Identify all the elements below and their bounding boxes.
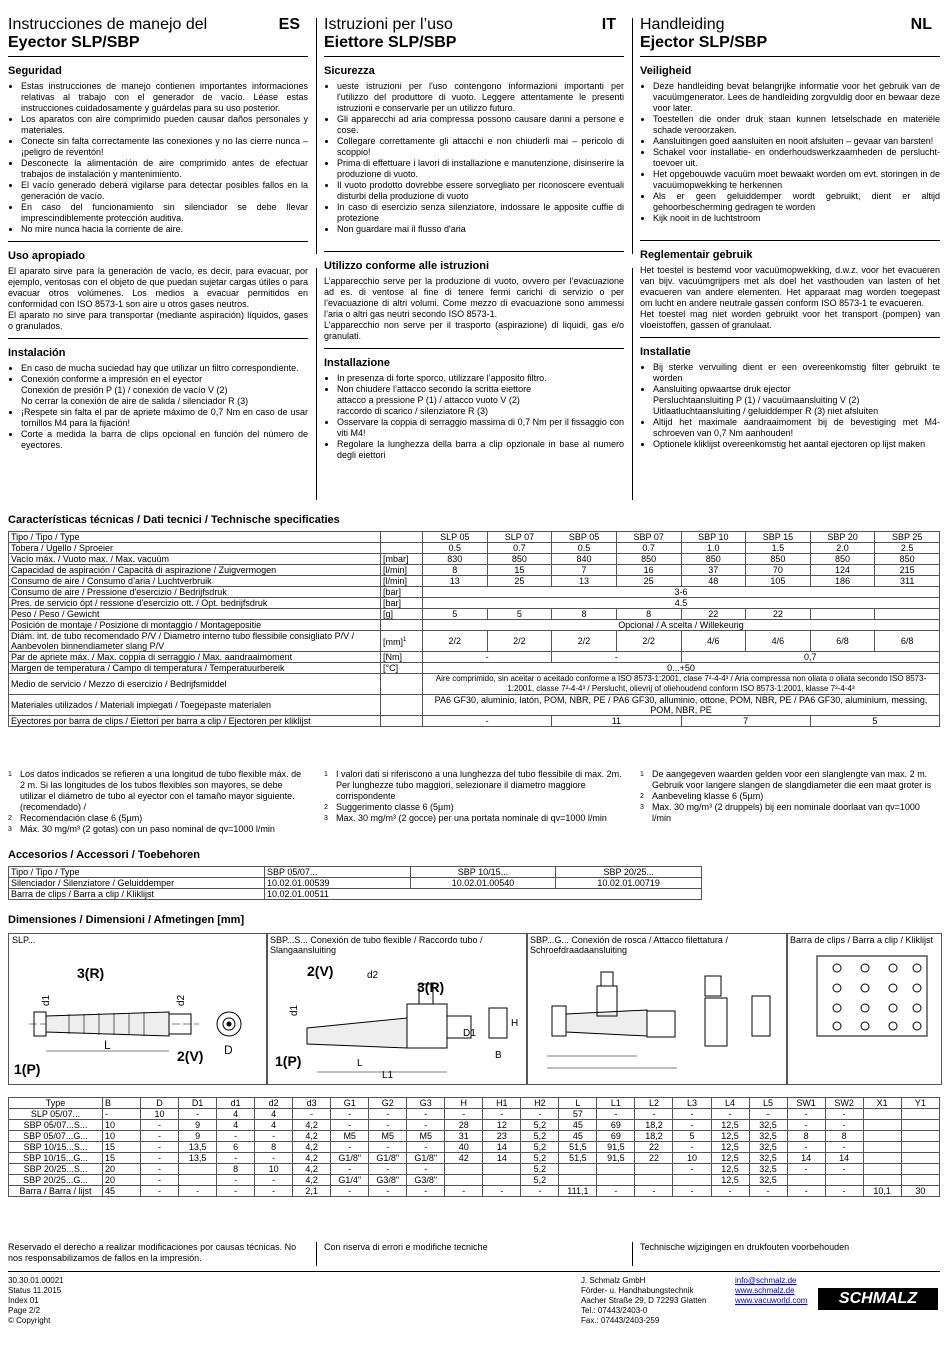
table-row: Materiales utilizados / Materiali impiegati / Toegepaste materialen PA6 GF30, aluminio, latón, POM, NBR, PE / PA6 GF30, alluminio, ottone, POM, NBR, PE / PA6 GF30, aluminium, messing, POM, NBR, PE [9,695,940,716]
doc-title: Istruzioni per l’uso [324,16,453,33]
safety-item: • Toestellen die onder druk staan kunnen letselschade en materiële schade veroorzaken. [653,114,940,136]
drawing-slp [8,933,268,1085]
footnotes: 1 Los datos indicados se refieren a una longitud de tubo flexible máx. de 2 m. Si las longitudes de los tubos flexibles son mayores, se debe utilizar el diámetro de tubo al eyector con el tamaño mayor siguiente.(recomendado) / 2 Recomendación clase 6 (5µm) 3 Máx. 30 mg/m³ (2 gotas) con un paso nominal de qv=1000 l/min [8,769,302,834]
drawing-slp-label: SLP... [12,935,36,945]
drawing-clip-bar [786,933,942,1085]
lang-column-es [8,16,308,451]
doc-info-line: 30.30.01.00021 [8,1276,64,1285]
use-heading: Utilizzo conforme alle istruzioni [324,260,490,272]
installation-item: • Optionele kliklijst overeenkomstig het aantal ejectoren op lijst maken [653,439,940,450]
svg-text:D1: D1 [463,1028,476,1039]
lang-column-nl [640,16,940,450]
table-row: Par de apriete máx. / Max. coppia di serraggio / Max. aandraaimoment [Nm] - - 0,7 [9,652,940,663]
safety-item: • ueste istruzioni per l'uso contengono informazioni importanti per l'utilizzo del produttore di vuoto. Leggere attentamente le presenti istruzioni e conservarle per un utilizzo futuro. [337,81,624,114]
doc-info [8,1276,64,1326]
installation-item: • Corte a medida la barra de clips opcional en función del número de eyectores. [21,429,308,451]
svg-text:L: L [357,1058,363,1069]
svg-text:D: D [224,1043,233,1057]
table-row: SLP 05/07... - 10 - 4 4 - - - - - - - 57 - - - - - - - [9,1109,940,1120]
safety-heading: Seguridad [8,65,62,77]
use-heading: Uso apropiado [8,250,86,262]
installation-heading: Installazione [324,357,391,369]
table-row: SBP 10/15...G... 15 - 13,5 - - 4,2 G1/8" G1/8" G1/8" 42 14 5,2 51,5 91,5 22 10 12,5 32,5 14 14 [9,1153,940,1164]
dimensions-table [8,1097,940,1197]
doc-info-line: Page 2/2 [8,1306,41,1315]
acc-heading: Accesorios / Accessori / Toebehoren [8,849,200,861]
language-code: NL [910,16,932,33]
svg-text:H: H [511,1018,519,1029]
table-row: Margen de temperatura / Campo di temperatura / Temperatuurbereik [°C] 0...+50 [9,663,940,674]
table-row: Barra / Barra / lijst 45 - - - - 2,1 - - - - - - 111,1 - - - - - - - 10,1 30 [9,1186,940,1197]
svg-text:3(R): 3(R) [417,979,445,995]
safety-item: • Aansluitingen goed aansluiten en nooit afsluiten – gevaar van barsten! [653,136,940,147]
safety-item: • Il vuoto prodotto dovrebbe essere sorvegliato per riconoscere eventuali disturbi della produzione di vuoto [337,180,624,202]
table-row: SBP 05/07...G... 10 - 9 - - 4,2 M5 M5 M5 31 23 5,2 45 69 18,2 5 12,5 32,5 8 8 [9,1131,940,1142]
safety-item: • Als er geen geluiddemper wordt gebruikt, dient er altijd gehoorbescherming gedragen te worden [653,191,940,213]
safety-item: • Estas instrucciones de manejo contienen importantes informaciones relativas al trabajo con el generador de vacío. Léase estas instrucciones cuidadosamente y guárdelas para su uso posterior. [21,81,308,114]
installation-item: • Bij sterke vervuiling dient er een overeenkomstig filter gebruikt te worden [653,362,940,384]
svg-text:L1: L1 [382,1070,394,1080]
doc-title: Instrucciones de manejo del [8,16,208,33]
table-row: Capacidad de aspiración / Capacità di aspirazione / Zuigvermogen [l/min] 8 15 7 16 37 70 124 215 [9,565,940,576]
table-row: Peso / Peso / Gewicht [g] 5 5 8 8 22 22 [9,609,940,620]
footer-link[interactable]: www.schmalz.de [735,1286,795,1295]
safety-item: • En caso del funcionamiento sin silenciador se debe llevar imprescindiblemente protección auditiva. [21,202,308,224]
footer-link[interactable]: www.vacuworld.com [735,1296,808,1305]
svg-text:2(V): 2(V) [307,963,334,979]
footnotes: 1 De aangegeven waarden gelden voor een slanglengte van max. 2 m. Gebruik voor langere slangen de slangdiameter die een maat groter is 2 Aanbeveling klasse 6 (5µm) 3 Max. 30 mg/m³ (2 druppels) bij een nominale doorlaat van qv=1000 l/min [640,769,932,823]
installation-item: • ¡Respete sin falta el par de apriete máximo de 0,7 Nm en caso de usar tornillos M4 para la fijación! [21,407,308,429]
installation-item: • Regolare la lunghezza della barra a clip opzionale in base al numero degli eiettori [337,439,624,461]
drawing-sbp-s [266,933,528,1085]
safety-item: • Desconecte la alimentación de aire comprimido antes de efectuar trabajos de instalación y mantenimiento. [21,158,308,180]
lang-column-it [324,16,624,461]
svg-text:d1: d1 [289,1004,300,1016]
doc-subtitle: Eiettore SLP/SBP [324,34,457,51]
drawing-sbp-s-label: SBP...S... Conexión de tubo flexible / Raccordo tubo / Slangaansluiting [270,935,483,955]
tech-heading: Características técnicas / Dati tecnici / Technische specificaties [8,514,340,526]
clip-bar-drawing-svg [787,946,941,1056]
table-row: Tipo / Tipo / Type SBP 05/07... SBP 10/15... SBP 20/25... [9,867,702,878]
footnotes: 1 I valori dati si riferiscono a una lunghezza del tubo flessibile di max. 2m. Per lunghezze tubo maggiori, selezionare il diametro maggiore corrispondente 2 Suggerimento classe 6 (5µm) 3 Max. 30 mg/m³ (2 gocce) per una portata nominale di qv=1000 l/min [324,769,622,823]
tech-table [8,531,940,727]
table-row: Consumo de aire / Consumo d’aria / Luchtverbruik [l/min] 13 25 13 25 48 105 186 311 [9,576,940,587]
safety-item: • Kijk nooit in de luchtstroom [653,213,940,224]
installation-item: • Non chiudere l’attacco secondo la scritta eiettore attacco a pressione P (1) / attacco vuoto V (2) raccordo di scarico / silenziatore R (3) [337,384,624,417]
safety-item: • Non guardare mai il flusso d'aria [337,224,624,235]
use-text: El aparato sirve para la generación de vacío, es decir, para evacuar, por ejemplo, ventosas con el objeto de que puedan sujetar cargas útiles o para evacuar otros volúmenes. Los medios a evacuar permitidos en conformidad con ISO 8573-1 son aire u otros gases neutros. El aparato no sirve para transportar (mediante aspiración) líquidos, gases o granulados. [8,266,308,331]
safety-item: • In caso di esercizio senza silenziatore, indossare le apposite cuffie di protezione [337,202,624,224]
safety-item: • Prima di effettuare i lavori di installazione e manutenzione, disinserire la produzione di vuoto. [337,158,624,180]
lab-3r: 3(R) [77,965,105,981]
footer-link[interactable]: info@schmalz.de [735,1276,797,1285]
safety-item: • El vacío generado deberá vigilarse para detectar posibles fallos en la generación de vacío. [21,180,308,202]
svg-text:B: B [495,1050,502,1061]
installation-item: • En caso de mucha suciedad hay que utilizar un filtro correspondiente. [21,363,308,374]
table-row: Type B D D1 d1 d2 d3 G1 G2 G3 H H1 H2 L L1 L2 L3 L4 L5 SW1 SW2 X1 Y1 [9,1098,940,1109]
use-heading: Reglementair gebruik [640,249,753,261]
installation-heading: Installatie [640,346,691,358]
table-row: Barra de clips / Barra a clip / Kliklijst 10.02.01.00511 [9,889,702,900]
installation-item: • Conexión conforme a impresión en el eyector Conexión de presión P (1) / conexión de vacío V (2) No cerrar la conexión de aire de salida / silenciador R (3) [21,374,308,407]
svg-text:2(V): 2(V) [177,1048,204,1064]
table-row: SBP 20/25...G... 20 - - - 4,2 G1/4" G3/8" G3/8" 5,2 12,5 32,5 [9,1175,940,1186]
dim-heading: Dimensiones / Dimensioni / Afmetingen [mm] [8,914,245,926]
safety-item: • Conecte sin falta correctamente las conexiones y no las cierre nunca – ¡peligro de reventón! [21,136,308,158]
address-line: Fax.: 07443/2403-259 [581,1316,660,1325]
table-row: SBP 20/25...S... 20 - 8 10 4,2 - - - 5,2 - 12,5 32,5 - - [9,1164,940,1175]
safety-item: • Het opgebouwde vacuüm moet bewaakt worden om evt. storingen in de vacuümopwekking te herkennen [653,169,940,191]
svg-text:d1: d1 [41,994,52,1006]
table-row: Vacío máx. / Vuoto max. / Max. vacuüm [mbar] 830 850 840 850 850 850 850 850 [9,554,940,565]
table-row: Medio de servicio / Mezzo di esercizio / Bedrijfsmiddel Aire comprimido, sin aceitar o aceitado conforme a ISO 8573-1:2001, clase 7²-4-4³ / Aria compressa non oliata o oliata secondo ISO 8573-1:2001, classe 7²-4-4³ / Perslucht, olievrij of oliehoudend conform ISO 8573-1:2001, klasse 7²-4-4³ [9,674,940,695]
table-row: Diám. int. de tubo recomendado P/V / Diametro interno tubo flessibile consigliato P/V / Aanbevolen binnendiameter slang P/V [mm]$^1$ 2/2 2/2 2/2 2/2 4/6 4/6 6/8 6/8 [9,631,940,652]
address-line: Förder- u. Handhabungstechnik [581,1286,694,1295]
table-row: Silenciador / Silenziatore / Geluiddemper 10.02.01.00539 10.02.01.00540 10.02.01.00719 [9,878,702,889]
sbp-g-drawing-svg [527,956,787,1080]
disclaimer: Reservado el derecho a realizar modificaciones por causas técnicas. No nos responsabilizamos de fallos en la impresión. [8,1242,297,1263]
drawing-sbp-g [526,933,788,1085]
safety-item: • Los aparatos con aire comprimido pueden causar daños personales y materiales. [21,114,308,136]
drawing-clip-bar-label: Barra de clips / Barra a clip / Kliklijst [790,935,934,945]
table-row: SBP 10/15...S... 15 - 13,5 6 8 4,2 - - - 40 14 5,2 51,5 91,5 22 - 12,5 32,5 - - [9,1142,940,1153]
disclaimer: Technische wijzigingen en drukfouten voorbehouden [640,1242,850,1252]
language-code: ES [278,16,300,33]
safety-item: • Schakel voor installatie- en onderhoudswerkzaamheden de persluchttoevoer uit. [653,147,940,169]
svg-text:1(P): 1(P) [275,1053,302,1069]
svg-text:1(P): 1(P) [14,1061,41,1077]
table-row: SBP 05/07...S... 10 - 9 4 4 4,2 - - - 28 12 5,2 45 69 18,2 - 12,5 32,5 - - [9,1120,940,1131]
safety-item: • Collegare correttamente gli attacchi e non chiuderli mai – pericolo di scoppio! [337,136,624,158]
table-row: Tobera / Ugello / Sproeier 0.5 0.7 0.5 0.7 1.0 1.5 2.0 2.5 [9,543,940,554]
company-links [735,1276,807,1306]
doc-info-line: Status 11.2015 [8,1286,62,1295]
slp-drawing-svg [9,946,267,1081]
disclaimer: Con riserva di errori e modifiche tecniche [324,1242,488,1252]
use-text: Het toestel is bestemd voor vacuümopwekking, d.w.z. voor het evacueren van bijv. vacuümgrijpers met als doel het vasthouden van lasten of het evacueren van andere elementen. Het apparaat mag worden toegepast om lucht en andere neutrale gassen conform ISO 8573-1 te evacueren. Het toestel mag niet worden gebruikt voor het transport (pompen) van vloeistoffen, gassen of granulaat. [640,265,940,330]
table-row: Tipo / Tipo / Type SLP 05 SLP 07 SBP 05 SBP 07 SBP 10 SBP 15 SBP 20 SBP 25 [9,532,940,543]
safety-heading: Veiligheid [640,65,692,77]
doc-subtitle: Eyector SLP/SBP [8,34,140,51]
svg-text:d2: d2 [367,970,379,981]
address-line: Aacher Straße 29, D 72293 Glatten [581,1296,707,1305]
sbp-s-drawing-svg [267,956,527,1080]
installation-item: • Aansluiting opwaartse druk ejector Persluchtaansluiting P (1) / vacuümaansluiting V (2) Uitlaatluchtaansluiting / geluiddemper R (3) niet afsluiten [653,384,940,417]
table-row: Posición de montaje / Posizione di montaggio / Montagepositie Opcional / A scelta / Willekeurig [9,620,940,631]
safety-item: • Gli apparecchi ad aria compressa possono causare danni a persone e cose. [337,114,624,136]
safety-item: • Deze handleiding bevat belangrijke informatie voor het gebruik van de vacuümgenerator. Lees de handleiding zorgvuldig door en bewaar deze voor later. [653,81,940,114]
dimension-drawings [8,933,940,1085]
company-address [581,1276,706,1326]
doc-info-line: © Copyright [8,1316,51,1325]
address-line: Tel.: 07443/2403-0 [581,1306,648,1315]
doc-info-line: Index 01 [8,1296,39,1305]
installation-heading: Instalación [8,347,66,359]
table-row: Eyectores por barra de clips / Eiettori per barra a clip / Ejectoren per kliklijst - 11 7 5 [9,716,940,727]
safety-item: • No mire nunca hacia la corriente de aire. [21,224,308,235]
drawing-sbp-g-label: SBP...G... Conexión de rosca / Attacco filettatura / Schroefdraadaansluiting [530,935,728,955]
accessories-table [8,866,702,900]
svg-text:d2: d2 [176,994,187,1006]
language-code: IT [601,16,616,33]
schmalz-logo: SCHMALZ [818,1288,938,1310]
installation-item: • In presenza di forte sporco, utilizzare l’apposito filtro. [337,373,624,384]
table-row: Consumo de aire / Pressione d'esercizio / Bedrijfsdruk [bar] 3-6 [9,587,940,598]
doc-title: Handleiding [640,16,725,33]
installation-item: • Altijd het maximale aandraaimoment bij de bevestiging met M4-schroeven van 0,7 Nm aanhouden! [653,417,940,439]
installation-item: • Osservare la coppia di serraggio massima di 0,7 Nm per il fissaggio con viti M4! [337,417,624,439]
svg-text:L: L [104,1038,111,1052]
safety-heading: Sicurezza [324,65,375,77]
doc-subtitle: Ejector SLP/SBP [640,34,768,51]
address-line: J. Schmalz GmbH [581,1276,646,1285]
use-text: L’apparecchio serve per la produzione di vuoto, ovvero per l’evacuazione ad es. di ventose al fine di tenere fermi carichi di servizio o per l’evacuazione di altri volumi. Come mezzo di evacuazione sono ammessi l’aria o altri gas neutri secondo ISO 8573-1. L’apparecchio non serve per il trasporto (aspirazione) di liquidi, gas e/o granulati. [324,276,624,341]
table-row: Pres. de servicio ópt / ressione d'esercizio ott. / Opt. bedrijfsdruk [bar] 4.5 [9,598,940,609]
